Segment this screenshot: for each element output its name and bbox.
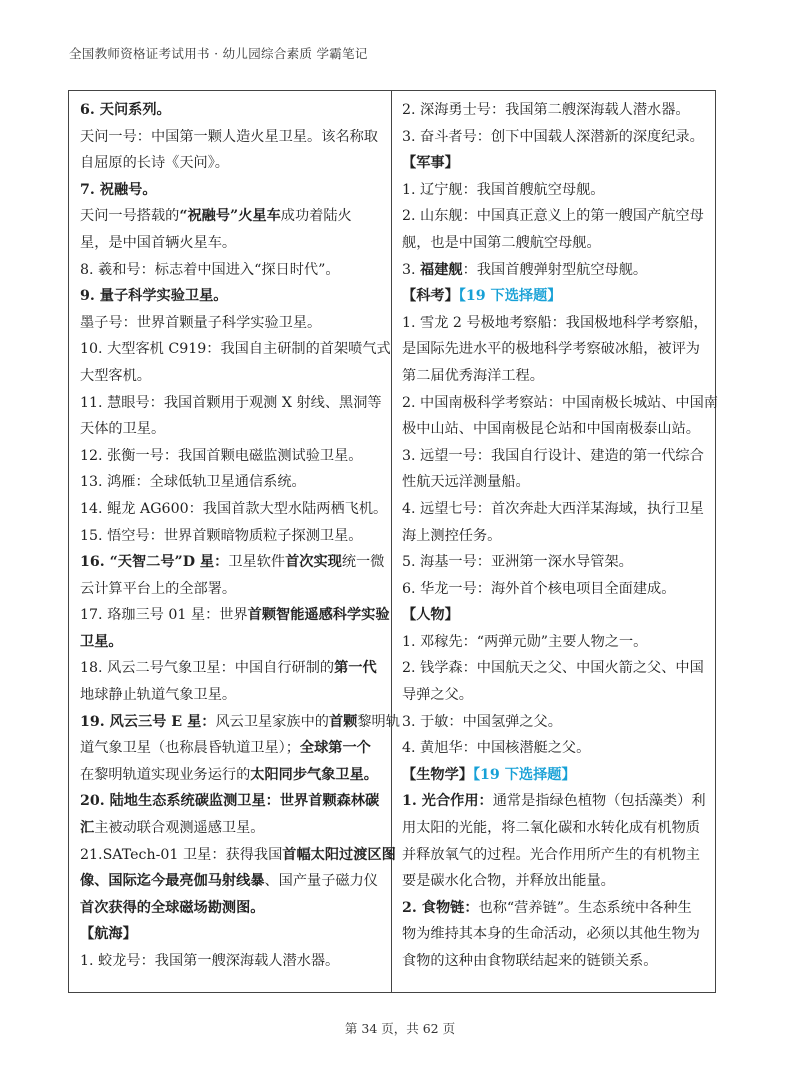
body-text: 1. 雪龙 2 号极地考察船：我国极地科学考察船，: [402, 314, 708, 331]
text-line: [80, 602, 390, 629]
body-text: 第二届优秀海洋工程。: [402, 367, 544, 384]
body-text: 天问一号：中国第一颗人造火星卫星。该名称取: [80, 128, 378, 145]
text-line: [402, 257, 708, 284]
bold-text: 首幅太阳过渡区图: [282, 846, 396, 863]
body-text: 1. 邓稼先：“两弹元勋”主要人物之一。: [402, 633, 648, 650]
text-line: [80, 416, 382, 443]
text-line: [80, 336, 391, 363]
body-text: 2. 深海勇士号：我国第二艘深海载人潜水器。: [402, 102, 690, 118]
body-text: 海上测控任务。: [402, 527, 502, 544]
body-text: 云计算平台上的全部署。: [80, 580, 237, 597]
body-text: 道气象卫星（也称晨昏轨道卫星）；: [80, 740, 300, 757]
text-line: [80, 815, 382, 842]
body-text: 4. 黄旭华：中国核潜艇之父。: [402, 740, 591, 757]
text-line: [402, 97, 708, 124]
body-text: 12. 张衡一号：我国首颗电磁监测试验卫星。: [80, 447, 363, 464]
text-line: [402, 921, 708, 948]
text-line: [402, 735, 708, 762]
body-text: 性航天远洋测量船。: [402, 474, 530, 491]
body-text: 17. 珞珈三号 01 星：世界: [80, 607, 248, 624]
body-text: 1. 蛟龙号：我国第一艘深海载人潜水器。: [80, 953, 340, 969]
text-line: [80, 682, 382, 709]
text-line: [402, 549, 708, 576]
text-line: [402, 682, 708, 709]
text-line: [402, 283, 708, 310]
right-column: [402, 97, 718, 975]
body-text: 18. 风云二号气象卫星：中国自行研制的: [80, 660, 335, 677]
bold-text: 全球第一个: [299, 740, 371, 757]
body-text: 10. 大型客机 C919：我国自主研制的首架喷气式: [80, 341, 391, 358]
body-text: 13. 鸿雁：全球低轨卫星通信系统。: [80, 474, 306, 491]
bold-text: 第一代: [334, 660, 377, 677]
body-text: 3.: [402, 261, 421, 278]
text-line: [402, 868, 708, 895]
bold-text: 首次实现: [285, 554, 342, 571]
text-line: [402, 842, 708, 869]
bold-text: 首颗智能遥感科学实验: [247, 607, 390, 624]
body-text: 2. 钱学森：中国航天之父、中国火箭之父、中国: [402, 660, 704, 677]
body-text: 8. 羲和号：标志着中国进入“探日时代”。: [80, 261, 340, 278]
text-line: [80, 283, 382, 310]
body-text: 也称“营养链”。生态系统中各种生: [478, 899, 692, 916]
bold-text: 【军事】: [402, 155, 459, 172]
body-text: 、国产量子磁力仪: [264, 873, 378, 890]
body-text: 2. 山东舰：中国真正意义上的第一艘国产航空母: [402, 208, 704, 225]
text-line: [80, 735, 382, 762]
text-line: [402, 203, 708, 230]
body-text: 3. 于敏：中国氢弹之父。: [402, 713, 562, 730]
text-line: [402, 815, 708, 842]
body-text: 大型客机。: [80, 367, 151, 384]
body-text: 用太阳的光能，将二氧化碳和水转化成有机物质: [402, 820, 700, 837]
running-header: 全国教师资格证考试用书 · 幼儿园综合素质 学霸笔记: [69, 46, 368, 61]
body-text: 食物的这种由食物联结起来的链锁关系。: [402, 953, 658, 969]
text-line: [402, 655, 708, 682]
text-line: [80, 948, 382, 975]
body-text: 风云卫星家族中的: [215, 713, 329, 730]
body-text: 在黎明轨道实现业务运行的: [80, 766, 251, 783]
text-line: [80, 496, 388, 523]
body-text: 3. 奋斗者号：创下中国载人深潜新的深度纪录。: [402, 128, 704, 145]
body-text: 并释放氧气的过程。光合作用所产生的有机物主: [402, 846, 700, 863]
body-text: 要是碳水化合物，并释放出能量。: [402, 873, 615, 890]
body-text: 6. 华龙一号：海外首个核电项目全面建成。: [402, 580, 676, 597]
body-text: 统一微: [341, 554, 385, 571]
text-line: [402, 177, 708, 204]
text-line: [402, 124, 708, 151]
text-line: [80, 390, 382, 417]
text-line: [80, 363, 382, 390]
text-line: [402, 443, 708, 470]
bold-text: 19. 风云三号 E 星：: [80, 713, 216, 730]
body-text: 天体的卫星。: [80, 421, 166, 438]
text-line: [402, 230, 708, 257]
text-line: [80, 469, 382, 496]
bold-text: 16. “天智二号”D 星：: [80, 554, 229, 571]
body-text: 星，是中国首辆火星车。: [80, 234, 237, 251]
text-line: [80, 523, 382, 550]
body-text: 自屈原的长诗《天问》。: [80, 155, 229, 172]
text-line: [402, 310, 708, 337]
body-text: 卫星软件: [228, 554, 286, 571]
text-line: [80, 868, 382, 895]
body-text: 主被动联合观测遥感卫星。: [94, 820, 265, 837]
body-text: 21.SATech-01 卫星：获得我国: [80, 846, 283, 863]
text-line: [402, 523, 708, 550]
text-line: [80, 150, 382, 177]
text-line: [402, 150, 708, 177]
bold-text: 汇: [80, 820, 95, 837]
text-line: [80, 629, 382, 656]
body-text: 导弹之父。: [402, 687, 473, 704]
bold-text: 像、国际迄今最亮伽马射线暴: [80, 873, 265, 890]
text-line: [80, 842, 396, 869]
bold-text: 太阳同步气象卫星。: [250, 766, 378, 783]
body-text: 成功着陆火: [280, 208, 352, 225]
text-line: [402, 788, 708, 815]
text-line: [80, 549, 385, 576]
bold-text: 【科考】: [402, 288, 459, 305]
body-text: 1. 辽宁舰：我国首艘航空母舰。: [402, 181, 605, 198]
bold-text: 1. 光合作用：: [402, 793, 493, 810]
bold-text: 2. 食物链：: [402, 899, 479, 916]
bold-text: 【生物学】: [402, 766, 473, 783]
text-line: [80, 257, 382, 284]
page-number: 第 34 页，共 62 页: [344, 1021, 456, 1036]
body-text: 14. 鲲龙 AG600：我国首款大型水陆两栖飞机。: [80, 500, 388, 517]
body-text: 是国际先进水平的极地科学考察破冰船，被评为: [402, 341, 700, 358]
text-line: [402, 363, 708, 390]
text-line: [80, 895, 382, 922]
text-line: [402, 336, 708, 363]
bold-text: 福建舰: [420, 261, 463, 278]
text-line: [402, 576, 708, 603]
text-line: [80, 921, 382, 948]
text-line: [80, 762, 382, 789]
text-line: [80, 576, 382, 603]
text-line: [402, 709, 708, 736]
text-line: [402, 416, 708, 443]
body-text: 5. 海基一号：亚洲第一深水导管架。: [402, 554, 633, 571]
text-line: [402, 762, 708, 789]
text-line: [402, 895, 708, 922]
text-line: [402, 469, 708, 496]
body-text: 物为维持其本身的生命活动，必须以其他生物为: [402, 926, 700, 943]
body-text: ：我国首艘弹射型航空母舰。: [462, 261, 648, 278]
text-line: [80, 97, 382, 124]
body-text: 11. 慧眼号：我国首颗用于观测 X 射线、黑洞等: [80, 394, 382, 411]
body-text: 15. 悟空号：世界首颗暗物质粒子探测卫星。: [80, 527, 363, 544]
body-text: 墨子号：世界首颗量子科学实验卫星。: [80, 314, 322, 331]
bold-text: 20. 陆地生态系统碳监测卫星：世界首颗森林碳: [80, 793, 380, 810]
text-line: [80, 230, 382, 257]
text-line: [80, 788, 382, 815]
bold-text: “祝融号”火星车: [179, 208, 281, 225]
body-text: 黎明轨: [357, 713, 400, 730]
text-line: [80, 443, 382, 470]
text-line: [80, 709, 400, 736]
bold-text: 【航海】: [80, 926, 137, 943]
body-text: 4. 远望七号：首次奔赴大西洋某海域，执行卫星: [402, 500, 704, 517]
body-text: 地球静止轨道气象卫星。: [80, 687, 237, 704]
text-line: [402, 390, 718, 417]
exam-tag: 【19 下选择题】: [472, 766, 576, 783]
bold-text: 首颗: [328, 713, 358, 730]
body-text: 极中山站、中国南极昆仑站和中国南极泰山站。: [402, 421, 700, 438]
text-line: [80, 203, 382, 230]
bold-text: 6. 天问系列。: [80, 102, 171, 118]
body-text: 3. 远望一号：我国自行设计、建造的第一代综合: [402, 447, 704, 464]
bold-text: 7. 祝融号。: [80, 181, 157, 198]
text-line: [402, 496, 708, 523]
bold-text: 卫星。: [80, 633, 123, 650]
text-line: [402, 629, 708, 656]
text-line: [80, 124, 382, 151]
body-text: 天问一号搭载的: [80, 208, 180, 225]
bold-text: 首次获得的全球磁场勘测图。: [80, 899, 265, 916]
left-column: [80, 97, 400, 975]
text-line: [80, 310, 382, 337]
text-line: [402, 948, 708, 975]
exam-tag: 【19 下选择题】: [458, 288, 562, 305]
text-line: [80, 655, 382, 682]
body-text: 2. 中国南极科学考察站：中国南极长城站、中国南: [402, 394, 718, 411]
text-line: [80, 177, 382, 204]
bold-text: 9. 量子科学实验卫星。: [80, 288, 228, 305]
body-text: 舰，也是中国第二艘航空母舰。: [402, 234, 601, 251]
bold-text: 【人物】: [402, 607, 459, 624]
body-text: 通常是指绿色植物（包括藻类）利: [492, 793, 706, 810]
text-line: [402, 602, 708, 629]
